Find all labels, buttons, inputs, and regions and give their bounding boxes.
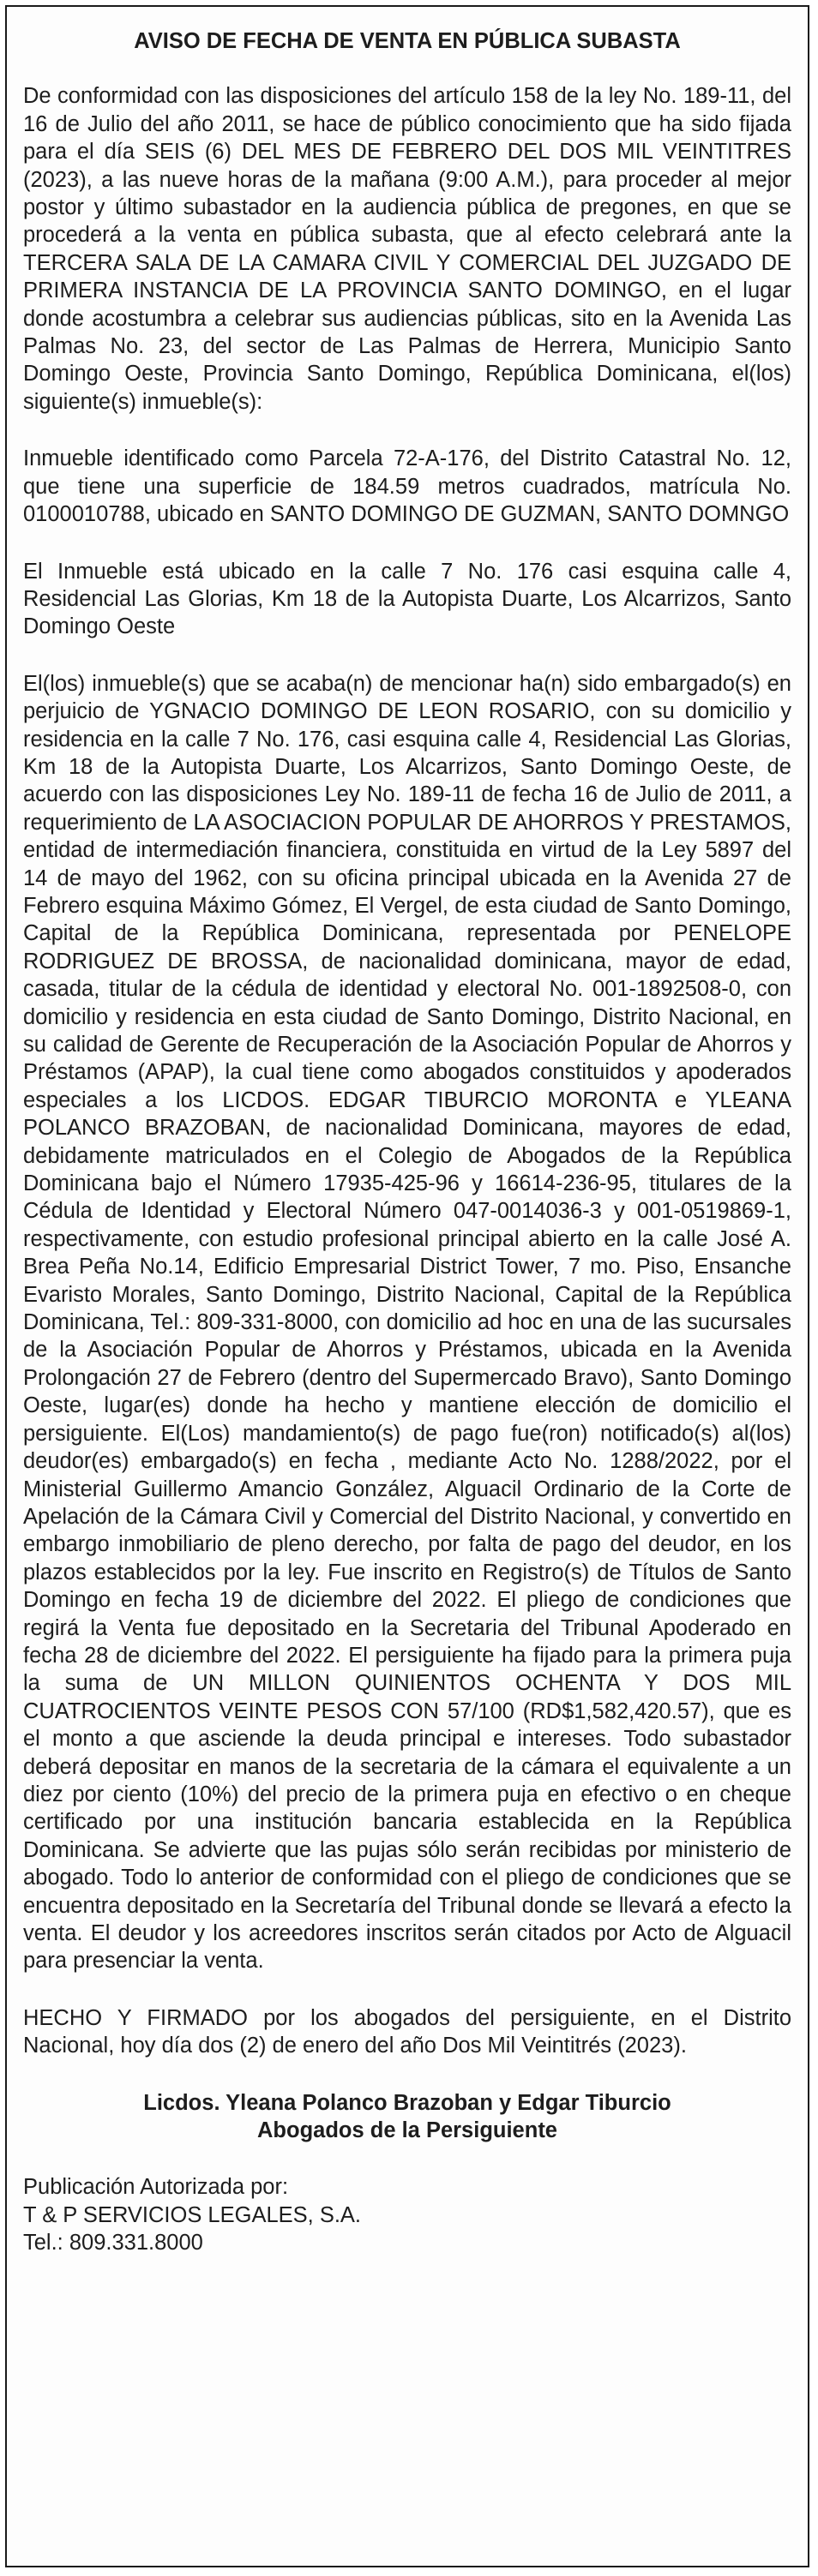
publisher-company: T & P SERVICIOS LEGALES, S.A. xyxy=(23,2202,362,2227)
paragraph-property-identification: Inmueble identificado como Parcela 72-A-176, del Distrito Catastral No. 12, que tiene una superficie de 184.59 metros cuadrados, matrícula No. 0100010788, ubicado en SANTO DOMINGO DE GUZMAN, SANTO DOMNGO xyxy=(23,446,791,527)
publisher-phone: Tel.: 809.331.8000 xyxy=(23,2231,203,2255)
paragraph-property-location: El Inmueble está ubicado en la calle 7 No. 176 casi esquina calle 4, Residencial Las Glorias, Km 18 de la Autopista Duarte, Los Alcarrizos, Santo Domingo Oeste xyxy=(23,559,791,639)
notice-content xyxy=(23,27,791,2257)
signature-role: Abogados de la Persiguiente xyxy=(257,2118,557,2143)
publisher-block xyxy=(23,2173,791,2256)
publisher-authorized-label: Publicación Autorizada por: xyxy=(23,2175,289,2200)
signature-names: Licdos. Yleana Polanco Brazoban y Edgar Tiburcio xyxy=(143,2090,671,2115)
paragraph-auction-date: De conformidad con las disposiciones del artículo 158 de la ley No. 189-11, del 16 de Julio del año 2011, se hace de público conocimiento que ha sido fijada para el día SEIS (6) DEL MES DE FEBRERO DEL DOS MIL VEINTITRES (2023), a las nueve horas de la mañana (9:00 A.M.), para proceder al mejor postor y último subastador en la audiencia pública de pregones, en que se procederá a la venta en pública subasta, que al efecto celebrará ante la TERCERA SALA DE LA CAMARA CIVIL Y COMERCIAL DEL JUZGADO DE PRIMERA INSTANCIA DE LA PROVINCIA SANTO DOMINGO, en el lugar donde acostumbra a celebrar sus audiencias públicas, sito en la Avenida Las Palmas No. 23, del sector de Las Palmas de Herrera, Municipio Santo Domingo Oeste, Provincia Santo Domingo, República Dominicana, el(los) siguiente(s) inmueble(s): xyxy=(23,84,791,414)
legal-notice xyxy=(5,5,809,2567)
notice-title: AVISO DE FECHA DE VENTA EN PÚBLICA SUBASTA xyxy=(134,29,681,53)
paragraph-signed-statement: HECHO Y FIRMADO por los abogados del persiguiente, en el Distrito Nacional, hoy día dos (2) de enero del año Dos Mil Veintitrés (2023). xyxy=(23,2005,791,2058)
paragraph-seizure-details: El(los) inmueble(s) que se acaba(n) de mencionar ha(n) sido embargado(s) en perjuicio de YGNACIO DOMINGO DE LEON ROSARIO, con su domicilio y residencia en la calle 7 No. 176, casi esquina calle 4, Residencial Las Glorias, Km 18 de la Autopista Duarte, Los Alcarrizos, Santo Domingo Oeste, de acuerdo con las disposiciones Ley No. 189-11 de fecha 16 de Julio de 2011, a requerimiento de LA ASOCIACION POPULAR DE AHORROS Y PRESTAMOS, entidad de intermediación financiera, constituida en virtud de la Ley 5897 del 14 de mayo del 1962, con su oficina principal ubicada en la Avenida 27 de Febrero esquina Máximo Gómez, El Vergel, de esta ciudad de Santo Domingo, Capital de la República Dominicana, representada por PENELOPE RODRIGUEZ DE BROSSA, de nacionalidad dominicana, mayor de edad, casada, titular de la cédula de identidad y electoral No. 001-1892508-0, con domicilio y residencia en esta ciudad de Santo Domingo, Distrito Nacional, en su calidad de Gerente de Recuperación de la Asociación Popular de Ahorros y Préstamos (APAP), la cual tiene como abogados constituidos y apoderados especiales a los LICDOS. EDGAR TIBURCIO MORONTA e YLEANA POLANCO BRAZOBAN, de nacionalidad Dominicana, mayores de edad, debidamente matriculados en el Colegio de Abogados de la República Dominicana bajo el Número 17935-425-96 y 16614-236-95, titulares de la Cédula de Identidad y Electoral Número 047-0014036-3 y 001-0519869-1, respectivamente, con estudio profesional principal abierto en la calle José A. Brea Peña No.14, Edificio Empresarial District Tower, 7 mo. Piso, Ensanche Evaristo Morales, Santo Domingo, Distrito Nacional, Capital de la República Dominicana, Tel.: 809-331-8000, con domicilio ad hoc en una de las sucursales de la Asociación Popular de Ahorros y Préstamos, ubicada en la Avenida Prolongación 27 de Febrero (dentro del Supermercado Bravo), Santo Domingo Oeste, lugar(es) donde ha hecho y mantiene elección de domicilio el persiguiente. El(Los) mandamiento(s) de pago fue(ron) notificado(s) al(los) deudor(es) embargado(s) en fecha , mediante Acto No. 1288/2022, por el Ministerial Guillermo Amancio González, Alguacil Ordinario de la Corte de Apelación de la Cámara Civil y Comercial del Distrito Nacional, y convertido en embargo inmobiliario de pleno derecho, por falta de pago del deudor, en los plazos establecidos por la ley. Fue inscrito en Registro(s) de Títulos de Santo Domingo en fecha 19 de diciembre del 2022. El pliego de condiciones que regirá la Venta fue depositado en la Secretaria del Tribunal Apoderado en fecha 28 de diciembre del 2022. El persiguiente ha fijado para la primera puja la suma de UN MILLON QUINIENTOS OCHENTA Y DOS MIL CUATROCIENTOS VEINTE PESOS CON 57/100 (RD$1,582,420.57), que es el monto a que asciende la deuda principal e intereses. Todo subastador deberá depositar en manos de la secretaria de la cámara el equivalente a un diez por ciento (10%) del precio de la primera puja en efectivo o en cheque certificado por una institución bancaria establecida en la República Dominicana. Se advierte que las pujas sólo serán recibidas por ministerio de abogado. Todo lo anterior de conformidad con el pliego de condiciones que se encuentra depositado en la Secretaría del Tribunal donde se llevará a efecto la venta. El deudor y los acreedores inscritos serán citados por Acto de Alguacil para presenciar la venta. xyxy=(23,671,791,1974)
signature-block xyxy=(23,2089,791,2145)
